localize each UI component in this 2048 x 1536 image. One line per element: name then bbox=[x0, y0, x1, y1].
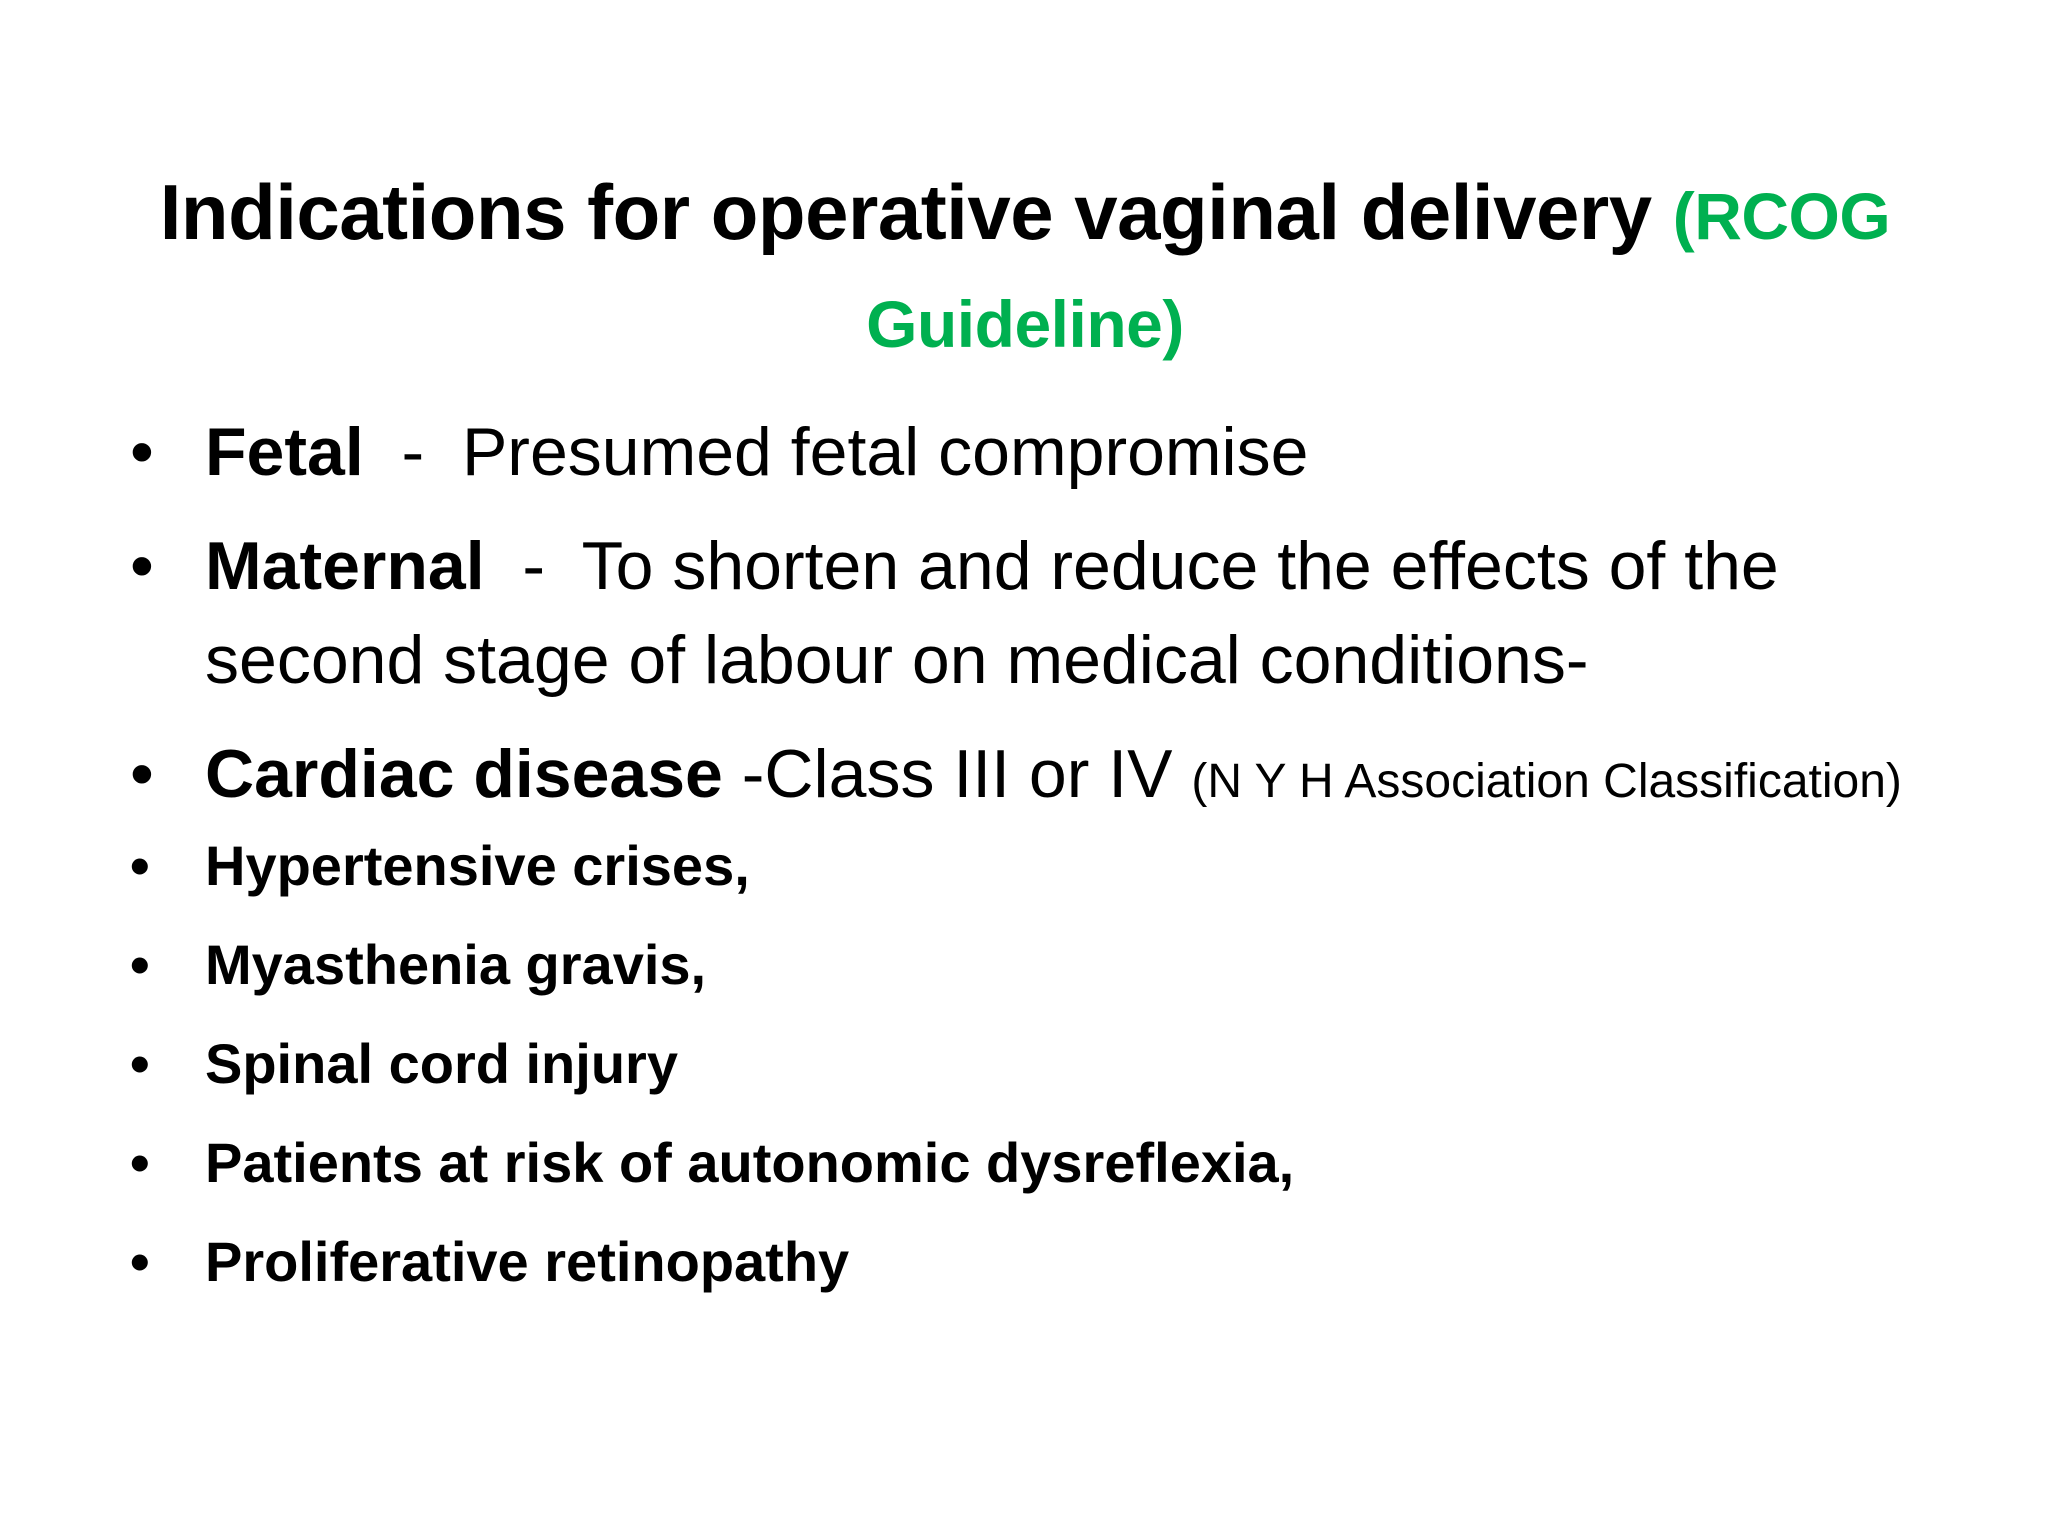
bullet-condition bbox=[130, 1223, 1930, 1301]
bullet-dot-icon: • bbox=[130, 528, 154, 604]
bullet-dot-icon: • bbox=[130, 414, 154, 490]
bullet-condition bbox=[130, 926, 1930, 1004]
cardiac-note: (N Y H Association Classification) bbox=[1191, 755, 1902, 808]
bullet-condition bbox=[130, 1025, 1930, 1103]
bullet-dot-icon: • bbox=[130, 1032, 150, 1095]
bullet-cardiac bbox=[130, 727, 1930, 821]
bullet-dot-icon: • bbox=[130, 834, 150, 897]
maternal-label: Maternal bbox=[205, 528, 485, 604]
bullet-maternal bbox=[130, 519, 1930, 707]
bullet-dot-icon: • bbox=[130, 1131, 150, 1194]
fetal-label: Fetal bbox=[205, 414, 364, 490]
bullet-dot-icon: • bbox=[130, 1230, 150, 1293]
bullet-dot-icon: • bbox=[130, 933, 150, 996]
fetal-separator: - bbox=[363, 414, 462, 490]
bullet-condition bbox=[130, 827, 1930, 905]
bullet-dot-icon: • bbox=[130, 736, 154, 812]
maternal-separator: - bbox=[484, 528, 582, 604]
maternal-text: To shorten and reduce the effects of the second stage of labour on medical conditions- bbox=[205, 528, 1779, 698]
condition-text: Patients at risk of autonomic dysreflexia, bbox=[205, 1131, 1295, 1194]
condition-text: Spinal cord injury bbox=[205, 1032, 678, 1095]
condition-text: Proliferative retinopathy bbox=[205, 1230, 850, 1293]
title-main: Indications for operative vaginal delivery bbox=[159, 168, 1652, 256]
condition-text: Myasthenia gravis, bbox=[205, 933, 707, 996]
bullet-list bbox=[130, 405, 1930, 1322]
fetal-text: Presumed fetal compromise bbox=[461, 414, 1309, 490]
slide-title bbox=[130, 160, 1920, 376]
bullet-condition bbox=[130, 1124, 1930, 1202]
bullet-fetal bbox=[130, 405, 1930, 499]
cardiac-label: Cardiac disease bbox=[205, 736, 723, 812]
cardiac-text: -Class III or IV bbox=[722, 736, 1192, 812]
title-accent: (RCOG Guideline) bbox=[866, 179, 1891, 361]
condition-text: Hypertensive crises, bbox=[205, 834, 750, 897]
